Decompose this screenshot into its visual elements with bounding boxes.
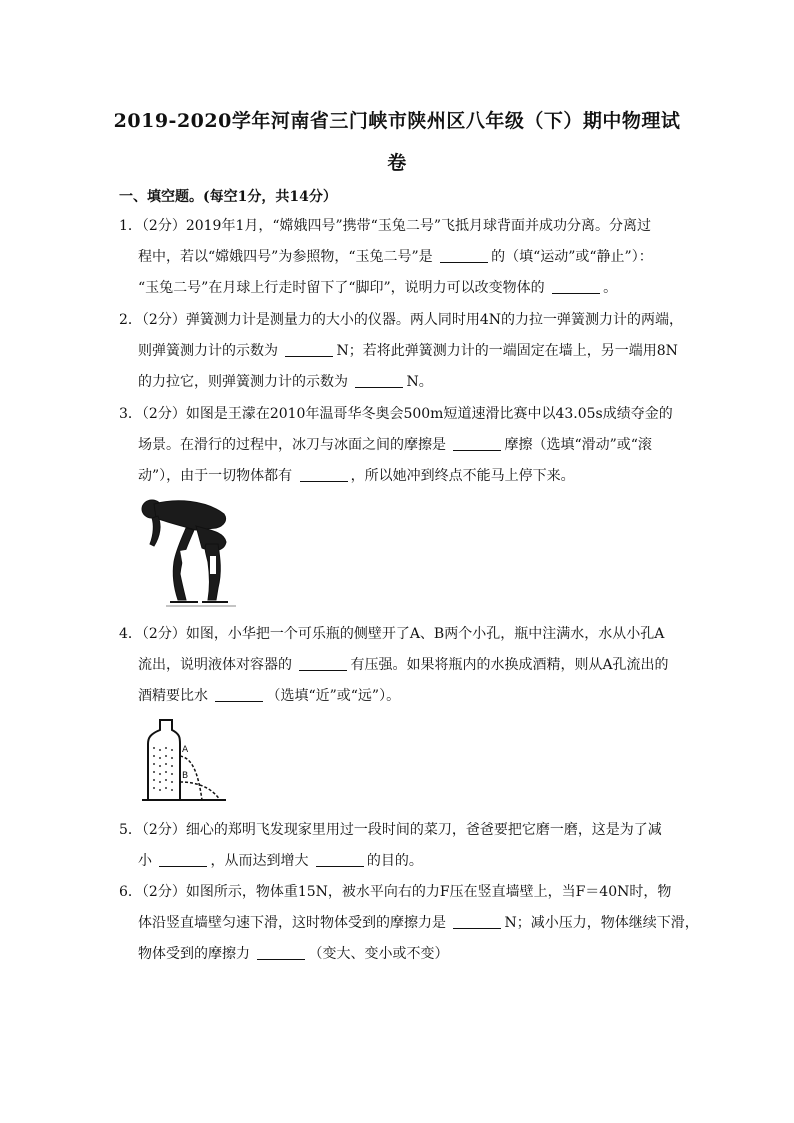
question-text: 的力拉它，则弹簧测力计的示数为 N。 xyxy=(138,374,433,390)
question-text: 物体受到的摩擦力 （变大、变小或不变） xyxy=(138,946,449,962)
answer-blank[interactable] xyxy=(159,852,207,867)
question-text: 2．（2分）弹簧测力计是测量力的大小的仪器。两人同时用4N的力拉一弹簧测力计的两端， xyxy=(119,312,683,328)
answer-blank[interactable] xyxy=(552,279,600,294)
question-text: 程中，若以“嫦娥四号”为参照物，“玉兔二号”是 的（填“运动”或“静止”）： xyxy=(138,249,653,265)
question-text: 动”），由于一切物体都有 ，所以她冲到终点不能马上停下来。 xyxy=(138,468,575,484)
answer-blank[interactable] xyxy=(215,687,263,702)
document-title-line2: 卷 xyxy=(387,152,407,174)
answer-blank[interactable] xyxy=(453,436,501,451)
document-title-line1: 2019-2020学年河南省三门峡市陕州区八年级（下）期中物理试 xyxy=(113,110,681,132)
question-text: “玉兔二号”在月球上行走时留下了“脚印”，说明力可以改变物体的 。 xyxy=(138,280,618,296)
question-text: 4．（2分）如图，小华把一个可乐瓶的侧壁开了A、B两个小孔，瓶中注满水，水从小孔A xyxy=(119,626,665,642)
answer-blank[interactable] xyxy=(453,914,501,929)
question-text: 3．（2分）如图是王濛在2010年温哥华冬奥会500m短道速滑比赛中以43.05s成绩夺金的 xyxy=(119,406,673,422)
section-heading: 一、填空题。(每空1分，共14分） xyxy=(119,189,337,205)
hole-b-label: B xyxy=(182,771,189,781)
question-text: 小 ，从而达到增大 的目的。 xyxy=(138,853,423,869)
answer-blank[interactable] xyxy=(257,945,305,960)
answer-blank[interactable] xyxy=(355,373,403,388)
bottle-diagram xyxy=(140,716,230,806)
question-text: 酒精要比水 （选填“近”或“远”）。 xyxy=(138,688,401,704)
hole-a-label: A xyxy=(182,745,189,755)
question-text: 1．（2分）2019年1月，“嫦娥四号”携带“玉兔二号”飞抵月球背面并成功分离。分离过 xyxy=(119,218,651,234)
question-text: 体沿竖直墙壁匀速下滑，这时物体受到的摩擦力是 N；减小压力，物体继续下滑， xyxy=(138,915,699,931)
answer-blank[interactable] xyxy=(440,248,488,263)
answer-blank[interactable] xyxy=(300,467,348,482)
question-text: 流出，说明液体对容器的 有压强。如果将瓶内的水换成酒精，则从A孔流出的 xyxy=(138,657,669,673)
question-text: 则弹簧测力计的示数为 N；若将此弹簧测力计的一端固定在墙上，另一端用8N xyxy=(138,343,678,359)
question-text: 场景。在滑行的过程中，冰刀与冰面之间的摩擦是 摩擦（选填“滑动”或“滚 xyxy=(138,437,652,453)
answer-blank[interactable] xyxy=(299,656,347,671)
speed-skater-image xyxy=(136,496,246,608)
question-text: 6．（2分）如图所示，物体重15N，被水平向右的力F压在竖直墙壁上，当F＝40N时，物 xyxy=(119,884,672,900)
answer-blank[interactable] xyxy=(285,342,333,357)
question-text: 5．（2分）细心的郑明飞发现家里用过一段时间的菜刀，爸爸要把它磨一磨，这是为了减 xyxy=(119,822,662,838)
answer-blank[interactable] xyxy=(316,852,364,867)
